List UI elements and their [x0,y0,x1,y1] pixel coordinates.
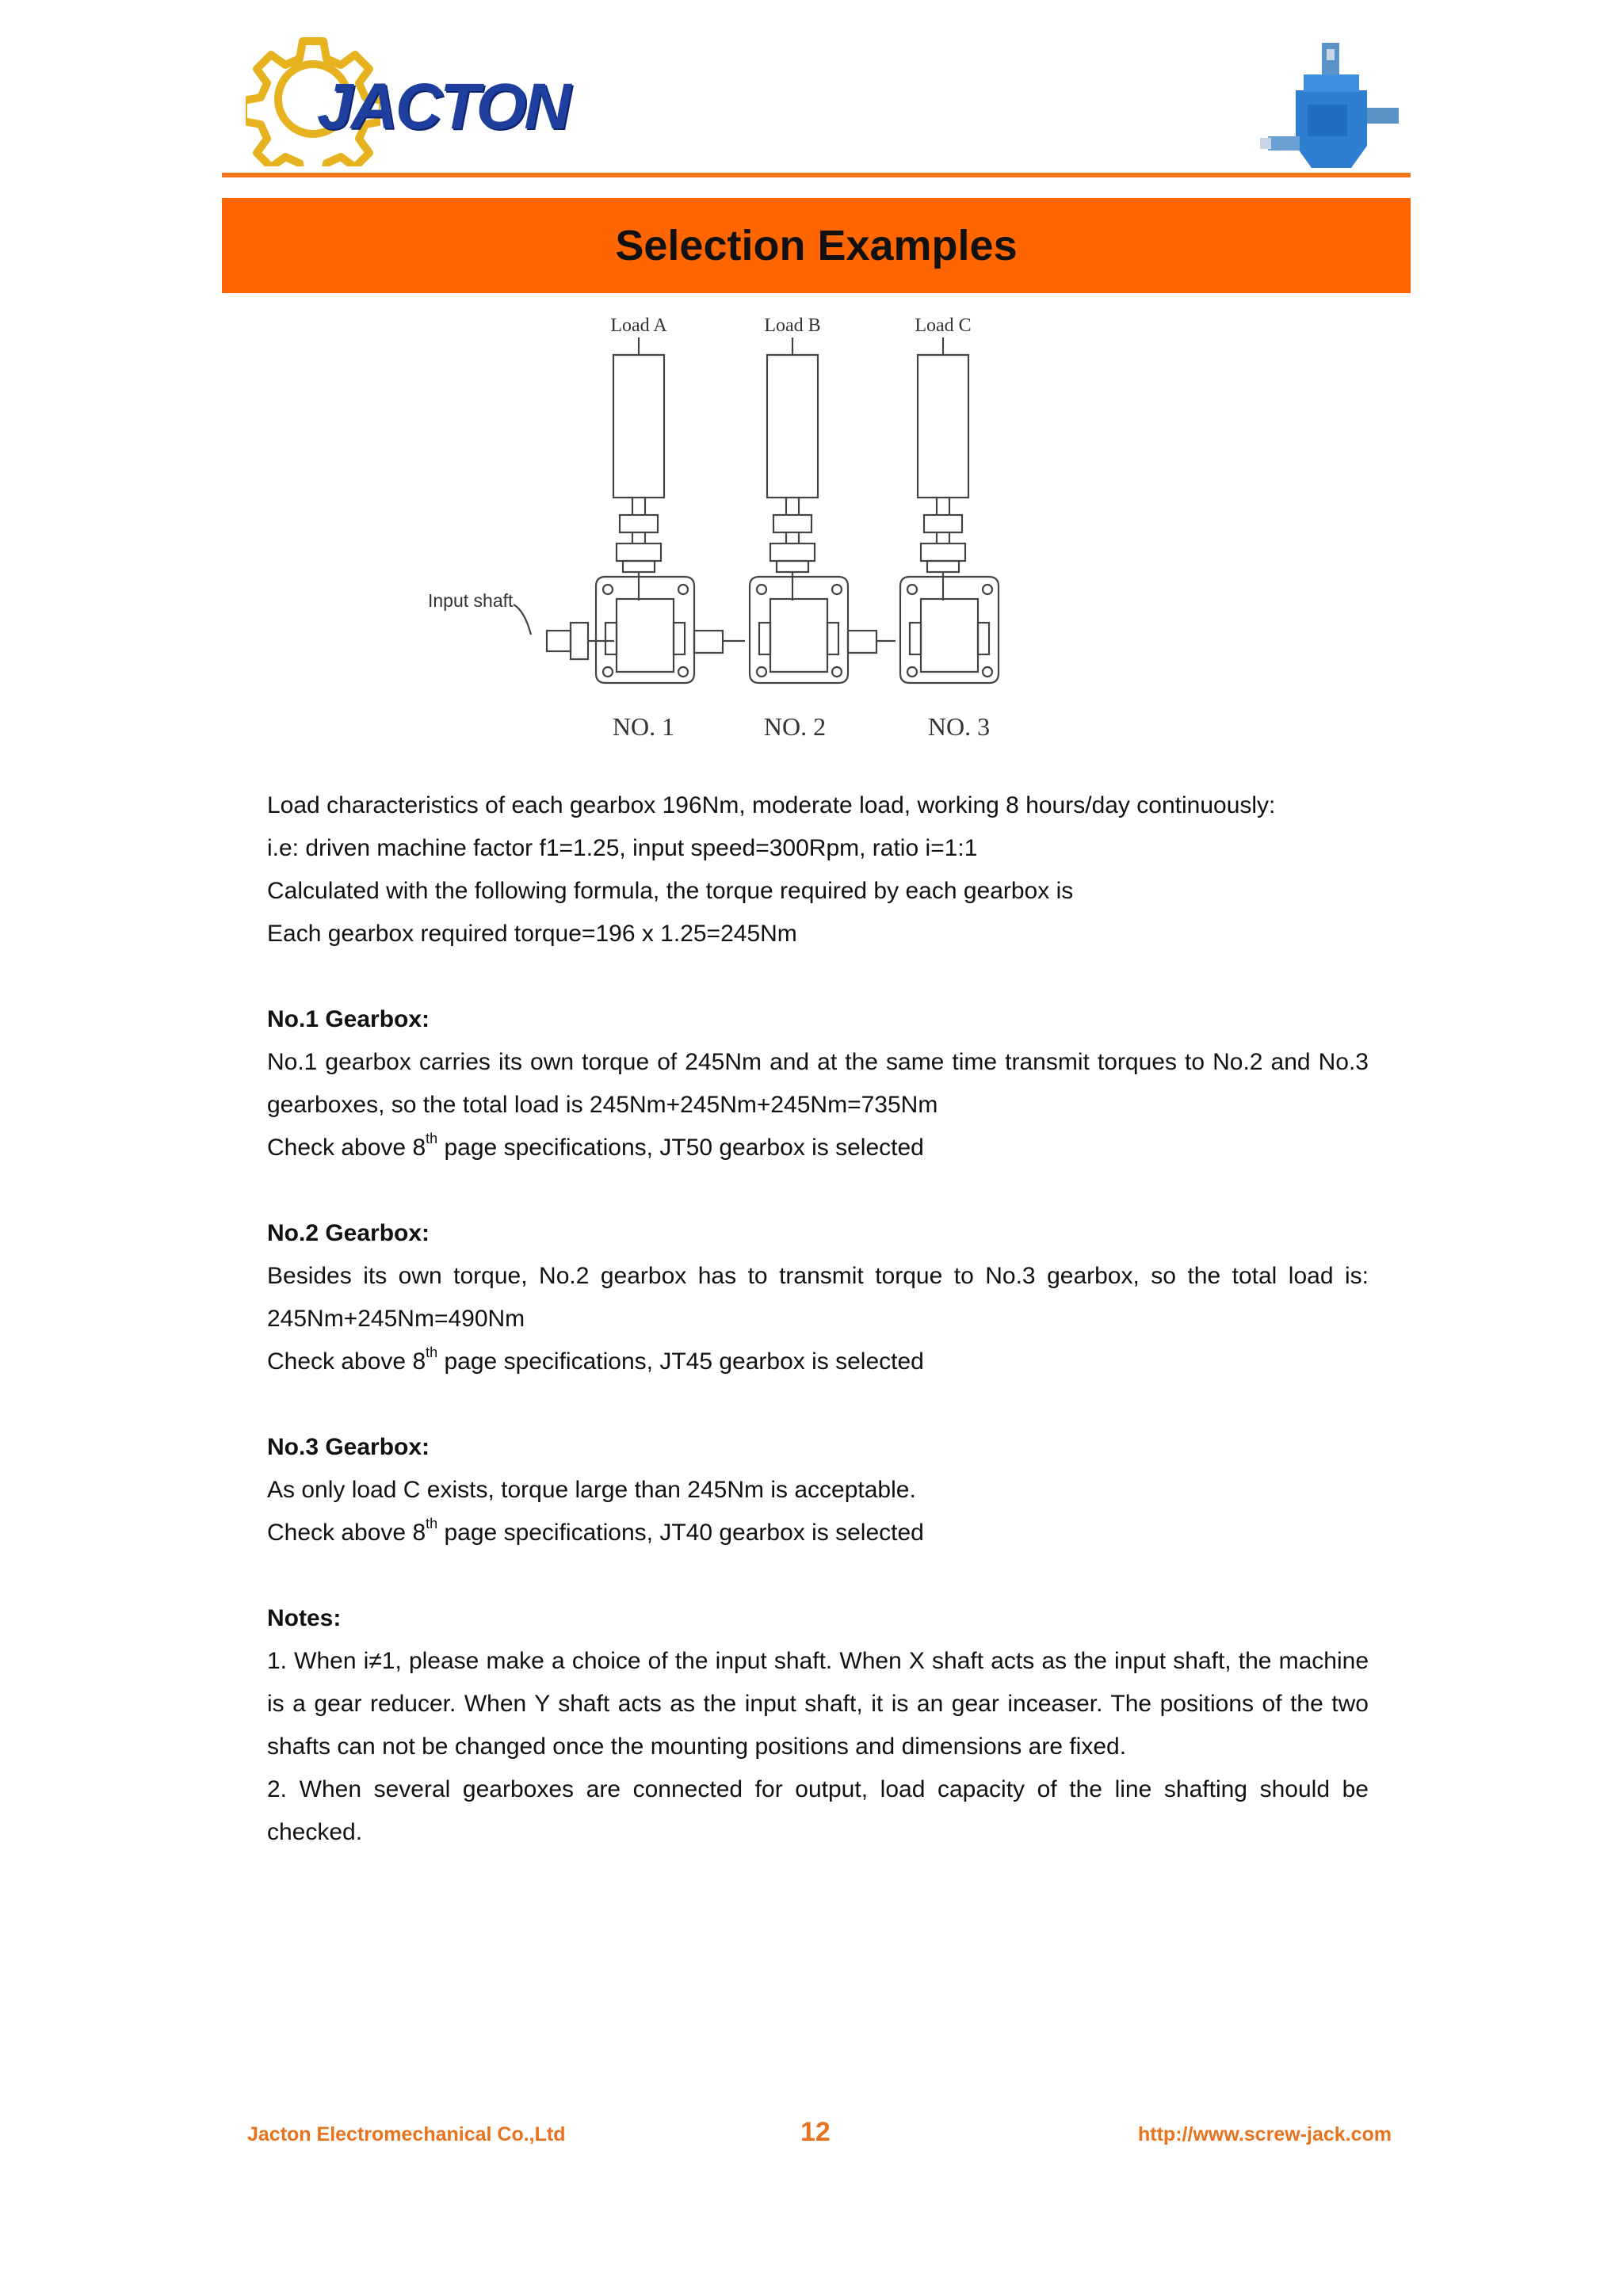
main-content [267,784,1369,1854]
gearbox-2-check: Check above 8th page specifications, JT45 gearbox is selected [267,1344,924,1375]
gearbox-2-heading: No.2 Gearbox: [267,1220,430,1246]
gearbox-2-label: NO. 2 [763,712,827,741]
footer-company: Jacton Electromechanical Co.,Ltd [247,2123,566,2145]
load-a-label: Load A [610,315,667,336]
page-number: 12 [800,2117,831,2147]
header-divider [222,173,1411,177]
input-shaft-label: Input shaft [428,590,514,611]
gearbox-1-check: Check above 8th page specifications, JT50 gearbox is selected [267,1131,924,1161]
note-1: 1. When i≠1, please make a choice of the input shaft. When X shaft acts as the input shaft, the machine is a gear reducer. When Y shaft acts as the input shaft, it is an gear inceaser. The positions of the two shafts can not be changed once the mounting positions and dimensions are fixed. [267,1648,1369,1760]
footer-url: http://www.screw-jack.com [1138,2123,1392,2145]
note-2: 2. When several gearboxes are connected for output, load capacity of the line shafting should be checked. [267,1776,1369,1845]
gearbox-product-image [1260,43,1411,181]
notes-heading: Notes: [267,1605,342,1631]
intro-line: Calculated with the following formula, the torque required by each gearbox is [267,878,1074,904]
load-b-label: Load B [764,315,821,336]
gearbox-3-label: NO. 3 [927,712,991,741]
page-header [222,32,1411,182]
page-title: Selection Examples [615,222,1018,269]
intro-line: Each gearbox required torque=196 x 1.25=245Nm [267,921,797,947]
section-banner [222,198,1411,293]
gearbox-1-heading: No.1 Gearbox: [267,1006,430,1032]
load-c-label: Load C [915,315,972,336]
jacton-logo [246,32,569,166]
gearbox-1-label: NO. 1 [612,712,675,741]
gearbox-3-check: Check above 8th page specifications, JT40 gearbox is selected [267,1516,924,1546]
gearbox-3-heading: No.3 Gearbox: [267,1434,430,1460]
gearbox-2-text: Besides its own torque, No.2 gearbox has to transmit torque to No.3 gearbox, so the total load is: 245Nm+245Nm=490Nm [267,1263,1369,1332]
gearbox-arrangement-diagram [412,307,1046,751]
logo-wordmark: JACTON [317,71,569,143]
intro-line: Load characteristics of each gearbox 196Nm, moderate load, working 8 hours/day continuously: [267,792,1276,818]
intro-line: i.e: driven machine factor f1=1.25, input speed=300Rpm, ratio i=1:1 [267,835,978,861]
gearbox-3-text: As only load C exists, torque large than 245Nm is acceptable. [267,1477,916,1503]
gearbox-1-text: No.1 gearbox carries its own torque of 245Nm and at the same time transmit torques to No.2 and No.3 gearboxes, so the total load is 245Nm+245Nm+245Nm=735Nm [267,1049,1369,1118]
